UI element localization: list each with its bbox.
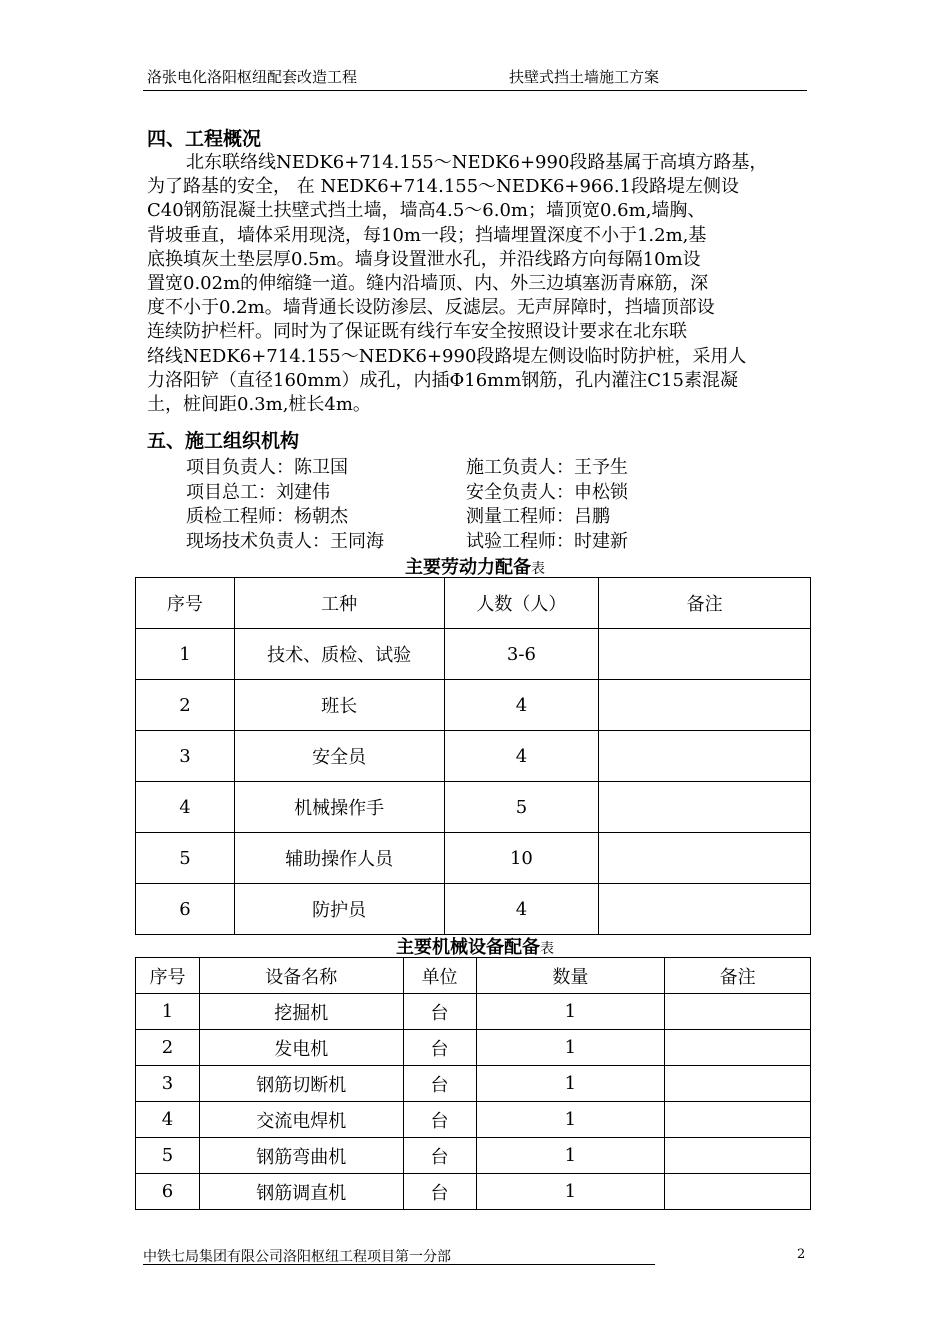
header-cell: 备注: [599, 578, 811, 629]
table-cell: 机械操作手: [234, 782, 444, 833]
table-row: [136, 629, 811, 680]
table-cell: 1: [476, 1030, 665, 1066]
table-cell: [599, 833, 811, 884]
table-cell: 技术、质检、试验: [234, 629, 444, 680]
table-cell: 辅助操作人员: [234, 833, 444, 884]
table-cell: 挖掘机: [199, 994, 403, 1030]
table-cell: 安全员: [234, 731, 444, 782]
org-row: [186, 453, 786, 478]
table-cell: 台: [403, 1030, 476, 1066]
table-cell: 3: [136, 1066, 200, 1102]
body-line: 置宽0.02m的伸缩缝一道。缝内沿墙顶、内、外三边填塞沥青麻筋，深: [147, 273, 709, 295]
table-cell: 4: [444, 680, 599, 731]
table-cell: [665, 1102, 811, 1138]
table-cell: 1: [476, 1066, 665, 1102]
equipment-table-title-suffix: 表: [540, 941, 554, 957]
table-row: [136, 1102, 811, 1138]
table-row: [136, 1174, 811, 1210]
labor-table-title-text: 主要劳动力配备: [405, 557, 531, 578]
table-cell: 钢筋调直机: [199, 1174, 403, 1210]
table-cell: [599, 884, 811, 935]
table-cell: 6: [136, 1174, 200, 1210]
header-cell: 人数（人）: [444, 578, 599, 629]
table-cell: 钢筋弯曲机: [199, 1138, 403, 1174]
table-row: [136, 680, 811, 731]
table-cell: 3-6: [444, 629, 599, 680]
table-cell: [665, 994, 811, 1030]
table-cell: 2: [136, 1030, 200, 1066]
header-document-title: 扶壁式挡土墙施工方案: [509, 68, 660, 86]
header-cell: 数量: [476, 958, 665, 994]
table-cell: 1: [476, 1102, 665, 1138]
table-row: [136, 994, 811, 1030]
org-entry: 现场技术负责人：王同海: [186, 530, 384, 552]
page-header: [143, 64, 807, 91]
org-entry: 安全负责人：申松锁: [466, 481, 628, 503]
table-row: [136, 884, 811, 935]
table-cell: 1: [476, 1138, 665, 1174]
table-row: [136, 1066, 811, 1102]
header-cell: 工种: [234, 578, 444, 629]
table-row: [136, 1030, 811, 1066]
header-cell: 序号: [136, 578, 235, 629]
table-cell: 3: [136, 731, 235, 782]
table-cell: 1: [136, 994, 200, 1030]
table-cell: 4: [136, 782, 235, 833]
table-row: [136, 833, 811, 884]
section-5-title: 五、施工组织机构: [147, 430, 300, 452]
table-cell: 5: [136, 1138, 200, 1174]
body-line: 度不小于0.2m。墙背通长设防渗层、反滤层。无声屏障时，挡墙顶部设: [147, 297, 715, 319]
table-header-row: [136, 958, 811, 994]
page-number: 2: [797, 1247, 806, 1262]
equipment-table: [135, 957, 811, 1210]
equipment-table-title-text: 主要机械设备配备: [396, 937, 540, 958]
table-cell: 防护员: [234, 884, 444, 935]
header-cell: 序号: [136, 958, 200, 994]
table-cell: 6: [136, 884, 235, 935]
table-cell: 5: [444, 782, 599, 833]
body-line: 连续防护栏杆。同时为了保证既有线行车安全按照设计要求在北东联: [147, 321, 687, 343]
org-row: [186, 478, 786, 503]
labor-table-title: [0, 553, 950, 579]
body-line: 背坡垂直，墙体采用现浇，每10m一段；挡墙埋置深度不小于1.2m,基: [147, 224, 707, 246]
table-row: [136, 731, 811, 782]
table-row: [136, 1138, 811, 1174]
table-cell: 4: [136, 1102, 200, 1138]
header-cell: 设备名称: [199, 958, 403, 994]
header-project-name: 洛张电化洛阳枢纽配套改造工程: [147, 68, 358, 86]
labor-table-title-suffix: 表: [531, 561, 545, 577]
header-cell: 备注: [665, 958, 811, 994]
table-cell: 2: [136, 680, 235, 731]
org-entry: 项目负责人：陈卫国: [186, 457, 348, 478]
body-line: 为了路基的安全， 在 NEDK6+714.155～NEDK6+966.1段路堤左侧设: [147, 176, 740, 198]
table-cell: 钢筋切断机: [199, 1066, 403, 1102]
org-entry: 试验工程师：时建新: [466, 530, 628, 552]
table-cell: 台: [403, 1138, 476, 1174]
org-row: [186, 527, 786, 552]
section-4-body: [147, 151, 807, 417]
org-entry: 项目总工：刘建伟: [186, 481, 330, 503]
table-cell: 4: [444, 884, 599, 935]
table-row: [136, 782, 811, 833]
body-line: 底换填灰土垫层厚0.5m。墙身设置泄水孔，并沿线路方向每隔10m设: [147, 248, 701, 270]
table-cell: [599, 629, 811, 680]
table-cell: [599, 680, 811, 731]
header-cell: 单位: [403, 958, 476, 994]
equipment-table-title: [0, 933, 950, 959]
table-cell: 1: [476, 994, 665, 1030]
table-cell: 10: [444, 833, 599, 884]
table-cell: 台: [403, 1066, 476, 1102]
section-4-title: 四、工程概况: [147, 128, 262, 150]
body-line: 力洛阳铲（直径160mm）成孔，内插Φ16mm钢筋，孔内灌注C15素混凝: [147, 369, 738, 391]
table-cell: [665, 1066, 811, 1102]
table-cell: [599, 731, 811, 782]
table-cell: 5: [136, 833, 235, 884]
page-footer: [143, 1246, 655, 1265]
table-cell: 台: [403, 994, 476, 1030]
table-header-row: [136, 578, 811, 629]
table-cell: 台: [403, 1102, 476, 1138]
body-line: 土，桩间距0.3m,桩长4m。: [147, 394, 371, 416]
table-cell: 台: [403, 1174, 476, 1210]
footer-company-name: 中铁七局集团有限公司洛阳枢纽工程项目第一分部: [143, 1249, 451, 1265]
org-entry: 测量工程师：吕鹏: [466, 506, 610, 527]
table-cell: 1: [136, 629, 235, 680]
labor-table: [135, 577, 811, 935]
table-cell: 1: [476, 1174, 665, 1210]
table-cell: [665, 1138, 811, 1174]
table-cell: [665, 1030, 811, 1066]
body-line: 北东联络线NEDK6+714.155～NEDK6+990段路基属于高填方路基，: [186, 152, 768, 173]
organization-list: [186, 453, 786, 551]
table-cell: 发电机: [199, 1030, 403, 1066]
org-row: [186, 502, 786, 527]
table-cell: [665, 1174, 811, 1210]
table-cell: 交流电焊机: [199, 1102, 403, 1138]
table-cell: [599, 782, 811, 833]
org-entry: 质检工程师：杨朝杰: [186, 506, 348, 527]
body-line: C40钢筋混凝土扶壁式挡土墙，墙高4.5～6.0m；墙顶宽0.6m,墙胸、: [147, 200, 706, 222]
table-cell: 4: [444, 731, 599, 782]
body-line: 络线NEDK6+714.155～NEDK6+990段路堤左侧设临时防护桩，采用人: [147, 345, 747, 367]
table-cell: 班长: [234, 680, 444, 731]
org-entry: 施工负责人：王予生: [466, 457, 628, 478]
